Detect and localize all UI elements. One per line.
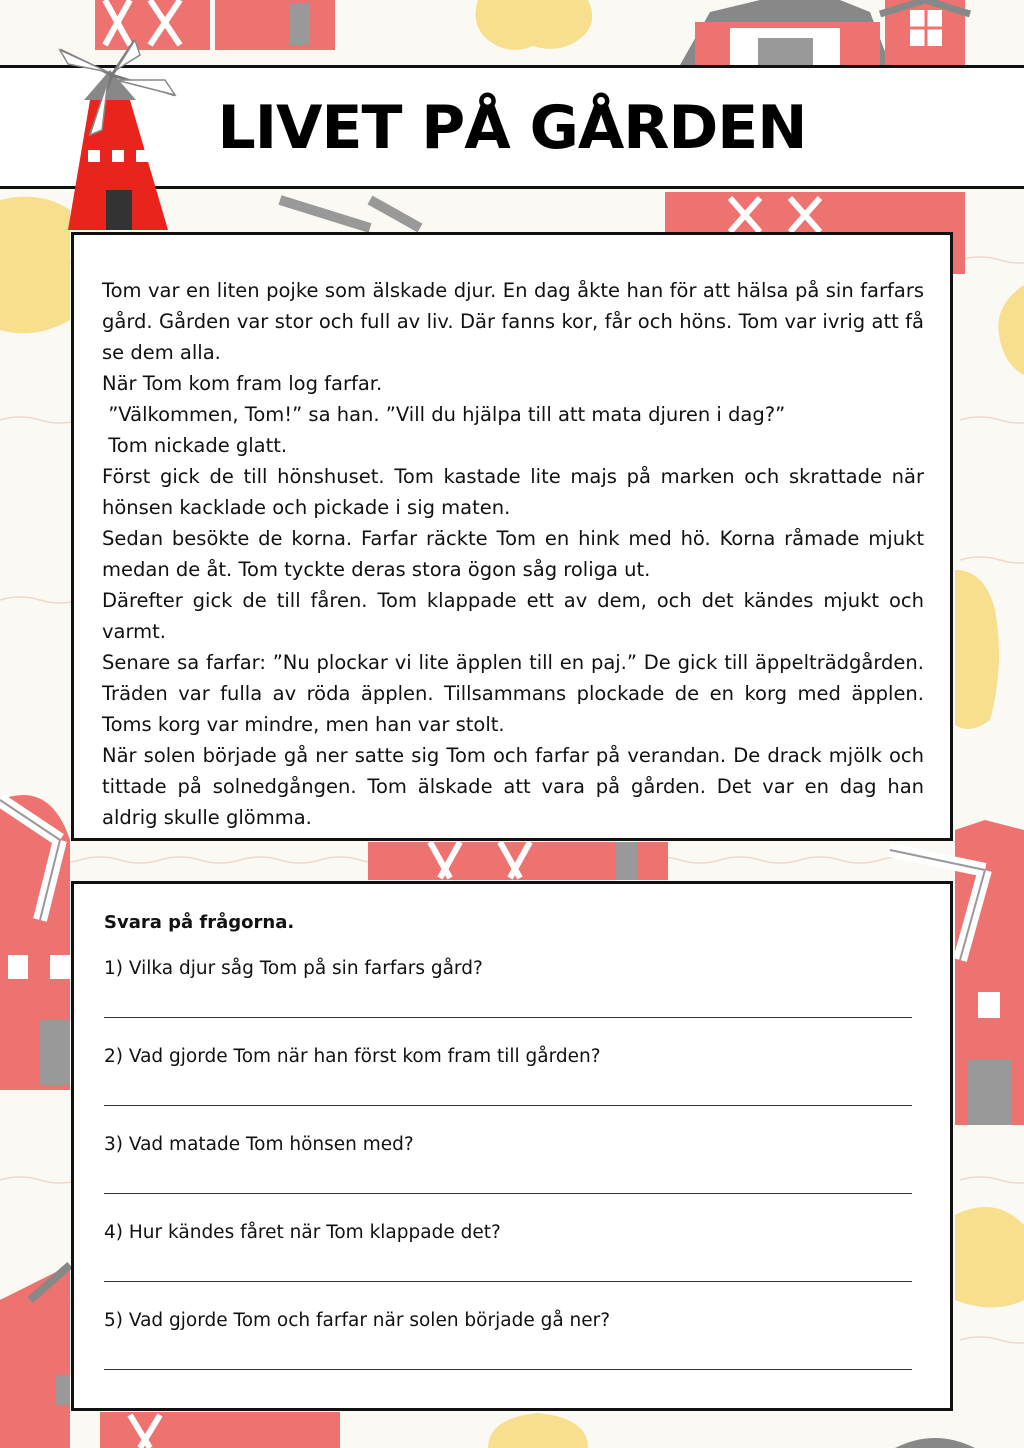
haystack-icon	[955, 570, 999, 729]
question-4: 4) Hur kändes fåret när Tom klappade det?	[104, 1222, 501, 1243]
haystack-icon	[998, 285, 1024, 375]
barn-icon	[895, 1438, 975, 1448]
windmill-icon	[0, 795, 70, 1090]
story-box	[71, 232, 953, 841]
barn-icon	[368, 842, 668, 880]
story-paragraph: Först gick de till hönshuset. Tom kastade lite majs på marken och skrattade när hönsen kacklade och pickade i sig maten.	[102, 465, 924, 519]
questions-heading: Svara på frågorna.	[104, 912, 295, 933]
windmill-icon	[280, 200, 420, 228]
questions-box	[71, 881, 953, 1411]
barn-icon	[100, 1412, 340, 1448]
story-paragraph: När solen började gå ner satte sig Tom och farfar på verandan. De drack mjölk och tittade på solnedgången. Tom älskade att vara på gården. Det var en dag han aldrig skulle glömma.	[102, 744, 924, 829]
barn-icon	[680, 0, 970, 65]
page-title: LIVET PÅ GÅRDEN	[217, 93, 807, 163]
haystack-icon	[476, 0, 593, 50]
question-2: 2) Vad gjorde Tom när han först kom fram till gården?	[104, 1046, 601, 1067]
question-5: 5) Vad gjorde Tom och farfar när solen började gå ner?	[104, 1310, 611, 1331]
barn-icon	[0, 1265, 70, 1448]
story-paragraph: När Tom kom fram log farfar.	[102, 372, 383, 395]
story-paragraph: Sedan besökte de korna. Farfar räckte Tom en hink med hö. Korna råmade mjukt medan de åt. Tom tyckte deras stora ögon såg roliga ut.	[102, 527, 924, 581]
story-paragraph: Senare sa farfar: ”Nu plockar vi lite äpplen till en paj.” De gick till äppelträdgården. Träden var fulla av röda äpplen. Tillsammans plockade de en korg med äpplen. Toms korg var mindre, men han var stolt.	[102, 651, 924, 736]
answer-line-4[interactable]	[104, 1281, 912, 1282]
story-paragraph: Tom var en liten pojke som älskade djur. En dag åkte han för att hälsa på sin farfars gård. Gården var stor och full av liv. Där fanns kor, får och höns. Tom var ivrig att få se dem alla.	[102, 279, 924, 364]
story-paragraph: ”Välkommen, Tom!” sa han. ”Vill du hjälpa till att mata djuren i dag?”	[102, 403, 786, 426]
answer-line-1[interactable]	[104, 1017, 912, 1018]
question-1: 1) Vilka djur såg Tom på sin farfars gård?	[104, 958, 483, 979]
story-paragraph: Därefter gick de till fåren. Tom klappade ett av dem, och det kändes mjukt och varmt.	[102, 589, 924, 643]
answer-line-5[interactable]	[104, 1369, 912, 1370]
answer-line-3[interactable]	[104, 1193, 912, 1194]
haystack-icon	[955, 1207, 1024, 1308]
story-paragraph: Tom nickade glatt.	[102, 434, 288, 457]
question-3: 3) Vad matade Tom hönsen med?	[104, 1134, 414, 1155]
answer-line-2[interactable]	[104, 1105, 912, 1106]
story-text	[102, 275, 924, 833]
haystack-icon	[488, 1413, 588, 1448]
